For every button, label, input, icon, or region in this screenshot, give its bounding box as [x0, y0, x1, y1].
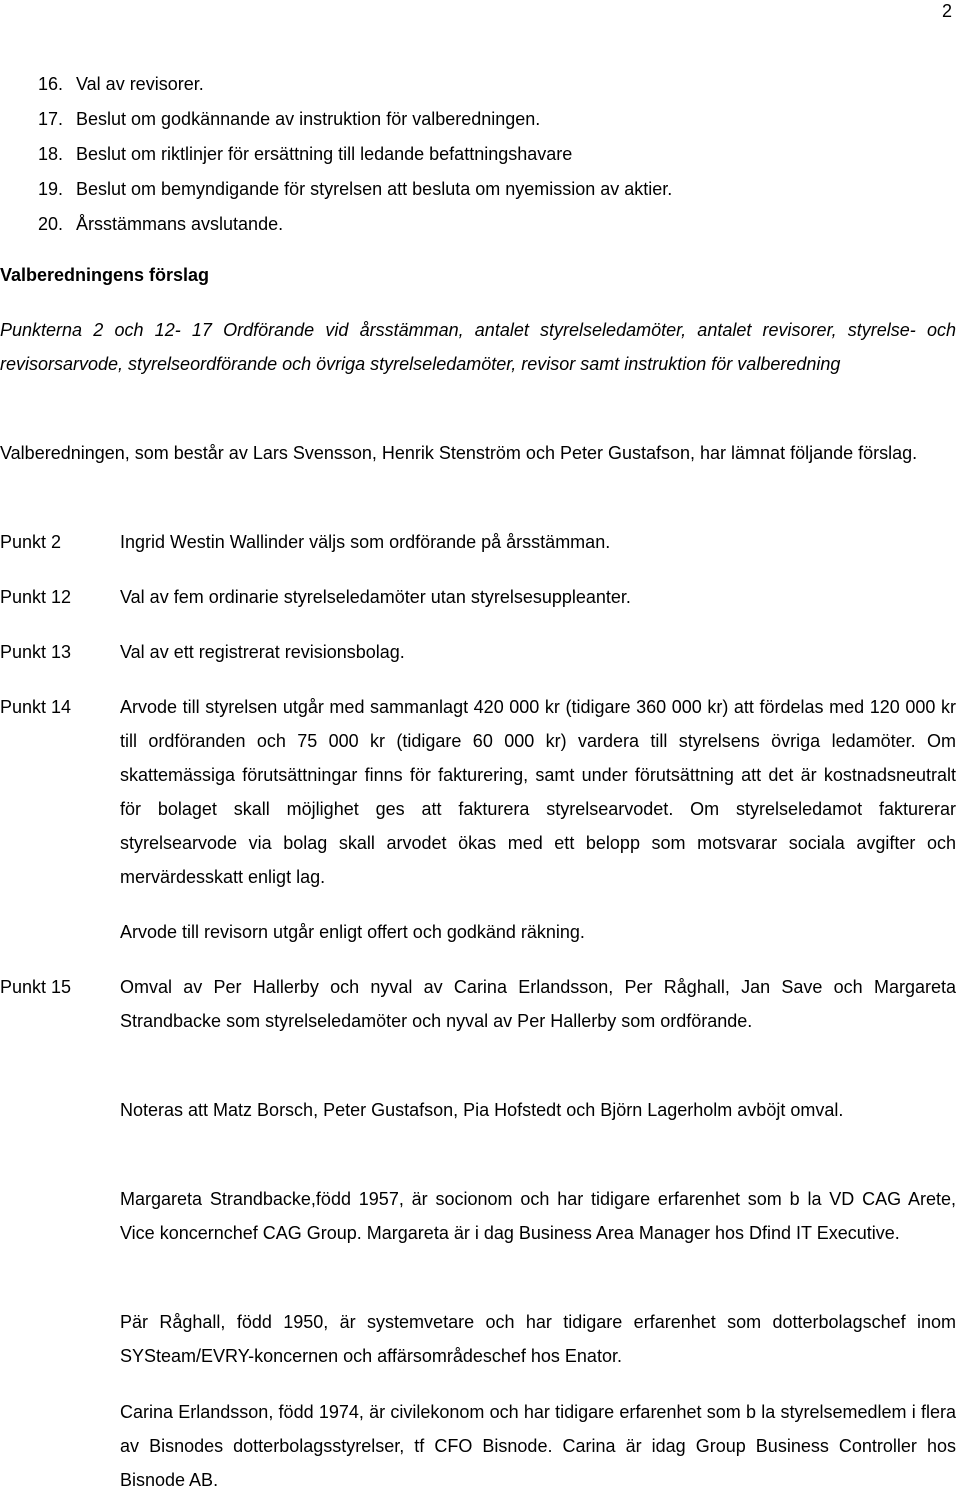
agenda-item — [38, 208, 918, 243]
agenda-item — [38, 103, 918, 138]
punkt-label: Punkt 15 — [0, 977, 72, 997]
intro-italic-paragraph: Punkterna 2 och 12- 17 Ordförande vid årsstämman, antalet styrelseledamöter, antalet revisorer, styrelse- och revisorsarvode, styrelseordförande och övriga styrelseledamöter, revisor samt instruktion för valberedning — [0, 320, 956, 374]
section-heading: Valberedningens förslag — [0, 265, 210, 285]
page-number: 2 — [941, 1, 952, 21]
punkt-text: Ingrid Westin Wallinder väljs som ordförande på årsstämman. — [120, 532, 611, 552]
punkt-text: Carina Erlandsson, född 1974, är civilekonom och har tidigare erfarenhet som b la styrelsemedlem i flera av Bisnodes dotterbolagsstyrelser, tf CFO Bisnode. Carina är idag Group Business Controller hos Bisnode AB. — [120, 1402, 956, 1490]
agenda-item-number: 17. — [38, 109, 64, 129]
punkt-text: Omval av Per Hallerby och nyval av Carina Erlandsson, Per Råghall, Jan Save och Margareta Strandbacke som styrelseledamöter och nyval av Per Hallerby som ordförande. — [120, 977, 956, 1031]
agenda-item-text: Årsstämmans avslutande. — [76, 214, 284, 234]
punkt-text: Val av ett registrerat revisionsbolag. — [120, 642, 405, 662]
punkt-text: Margareta Strandbacke,född 1957, är socionom och har tidigare erfarenhet som b la VD CAG Arete, Vice koncernchef CAG Group. Margareta är i dag Business Area Manager hos Dfind IT Executive. — [120, 1189, 956, 1243]
agenda-item-number: 16. — [38, 74, 64, 94]
punkt-text: Arvode till revisorn utgår enligt offert och godkänd räkning. — [120, 922, 585, 942]
agenda-item-text: Beslut om bemyndigande för styrelsen att besluta om nyemission av aktier. — [76, 179, 673, 199]
agenda-item-number: 18. — [38, 144, 64, 164]
punkt-label: Punkt 13 — [0, 642, 72, 662]
agenda-item — [38, 138, 918, 173]
agenda-item-text: Beslut om riktlinjer för ersättning till ledande befattningshavare — [76, 144, 573, 164]
punkt-text: Pär Råghall, född 1950, är systemvetare och har tidigare erfarenhet som dotterbolagschef inom SYSteam/EVRY-koncernen och affärsområdeschef hos Enator. — [120, 1312, 956, 1366]
punkt-text: Noteras att Matz Borsch, Peter Gustafson, Pia Hofstedt och Björn Lagerholm avböjt omval. — [120, 1100, 844, 1120]
agenda-item — [38, 173, 918, 208]
punkt-label: Punkt 12 — [0, 587, 72, 607]
agenda-item — [38, 68, 918, 103]
punkt-text: Val av fem ordinarie styrelseledamöter utan styrelsesuppleanter. — [120, 587, 631, 607]
lead-paragraph: Valberedningen, som består av Lars Svensson, Henrik Stenström och Peter Gustafson, har lämnat följande förslag. — [0, 443, 918, 463]
punkt-text: Arvode till styrelsen utgår med sammanlagt 420 000 kr (tidigare 360 000 kr) att fördelas med 120 000 kr till ordföranden och 75 000 kr (tidigare 60 000 kr) vardera till styrelsens övriga ledamöter. Om skattemässiga förutsättningar finns för fakturering, samt under förutsättning att det är kostnadsneutralt för bolaget skall möjlighet ges att fakturera styrelsearvodet. Om styrelseledamot fakturerar styrelsearvode via bolag skall arvodet ökas med ett belopp som motsvarar sociala avgifter och mervärdesskatt enligt lag. — [120, 697, 956, 887]
punkt-label: Punkt 2 — [0, 532, 62, 552]
punkt-label: Punkt 14 — [0, 697, 72, 717]
agenda-item-number: 20. — [38, 214, 64, 234]
agenda-item-text: Beslut om godkännande av instruktion för valberedningen. — [76, 109, 541, 129]
agenda-item-number: 19. — [38, 179, 64, 199]
agenda-list — [38, 68, 918, 243]
agenda-item-text: Val av revisorer. — [76, 74, 204, 94]
